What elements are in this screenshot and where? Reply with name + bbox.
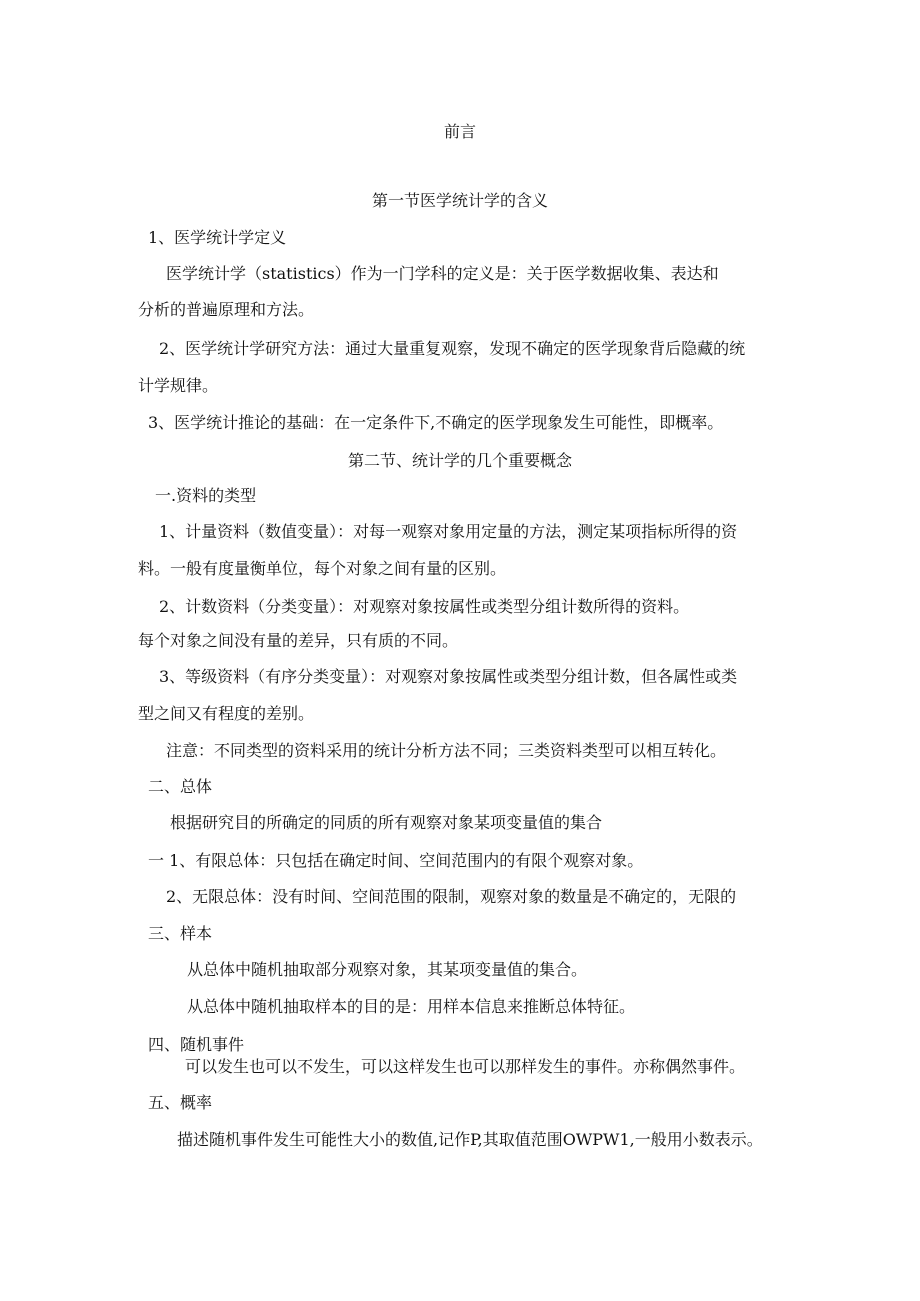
population-definition: 根据研究目的所确定的同质的所有观察对象某项变量值的集合: [170, 813, 603, 832]
probability-heading: 五、概率: [148, 1093, 213, 1112]
measurement-data-line-1: 1、计量资料（数值变量）：对每一观察对象用定量的方法，测定某项指标所得的资: [159, 522, 738, 541]
sample-heading: 三、样本: [148, 924, 213, 943]
research-method-line-1: 2、医学统计学研究方法：通过大量重复观察，发现不确定的医学现象背后隐藏的统: [159, 339, 746, 358]
finite-population: 一 1、有限总体：只包括在确定时间、空间范围内的有限个观察对象。: [148, 851, 644, 870]
random-event-heading: 四、随机事件: [148, 1035, 245, 1054]
data-types-note: 注意：不同类型的资料采用的统计分析方法不同；三类资料类型可以相互转化。: [166, 741, 727, 760]
measurement-data-line-2: 料。一般有度量衡单位，每个对象之间有量的区别。: [138, 559, 507, 578]
count-data-line-1: 2、计数资料（分类变量）：对观察对象按属性或类型分组计数所得的资料。: [159, 597, 690, 616]
research-method-line-2: 计学规律。: [138, 376, 219, 395]
infinite-population: 2、无限总体：没有时间、空间范围的限制，观察对象的数量是不确定的，无限的: [166, 887, 737, 906]
definition-paragraph-line-2: 分析的普遍原理和方法。: [138, 300, 315, 319]
random-event-definition: 可以发生也可以不发生，可以这样发生也可以那样发生的事件。亦称偶然事件。: [185, 1057, 746, 1076]
document-title: 前言: [443, 122, 476, 141]
ordinal-data-line-2: 型之间又有程度的差别。: [138, 704, 315, 723]
ordinal-data-line-1: 3、等级资料（有序分类变量）：对观察对象按属性或类型分组计数，但各属性或类: [159, 667, 738, 686]
section-1-heading: 第一节医学统计学的含义: [371, 191, 548, 210]
inference-basis: 3、医学统计推论的基础：在一定条件下,不确定的医学现象发生可能性，即概率。: [148, 413, 724, 432]
definition-paragraph-line-1: 医学统计学（statistics）作为一门学科的定义是：关于医学数据收集、表达和: [166, 264, 719, 283]
count-data-line-2: 每个对象之间没有量的差异，只有质的不同。: [138, 631, 459, 650]
sample-definition: 从总体中随机抽取部分观察对象，其某项变量值的集合。: [187, 960, 588, 979]
sample-purpose: 从总体中随机抽取样本的目的是：用样本信息来推断总体特征。: [187, 997, 636, 1016]
population-heading: 二、总体: [148, 777, 213, 796]
section-2-heading: 第二节、统计学的几个重要概念: [347, 451, 572, 470]
probability-definition: 描述随机事件发生可能性大小的数值,记作P,其取值范围OWPW1,一般用小数表示。: [177, 1130, 763, 1149]
definition-heading: 1、医学统计学定义: [148, 228, 287, 247]
data-types-heading: 一.资料的类型: [155, 486, 257, 505]
